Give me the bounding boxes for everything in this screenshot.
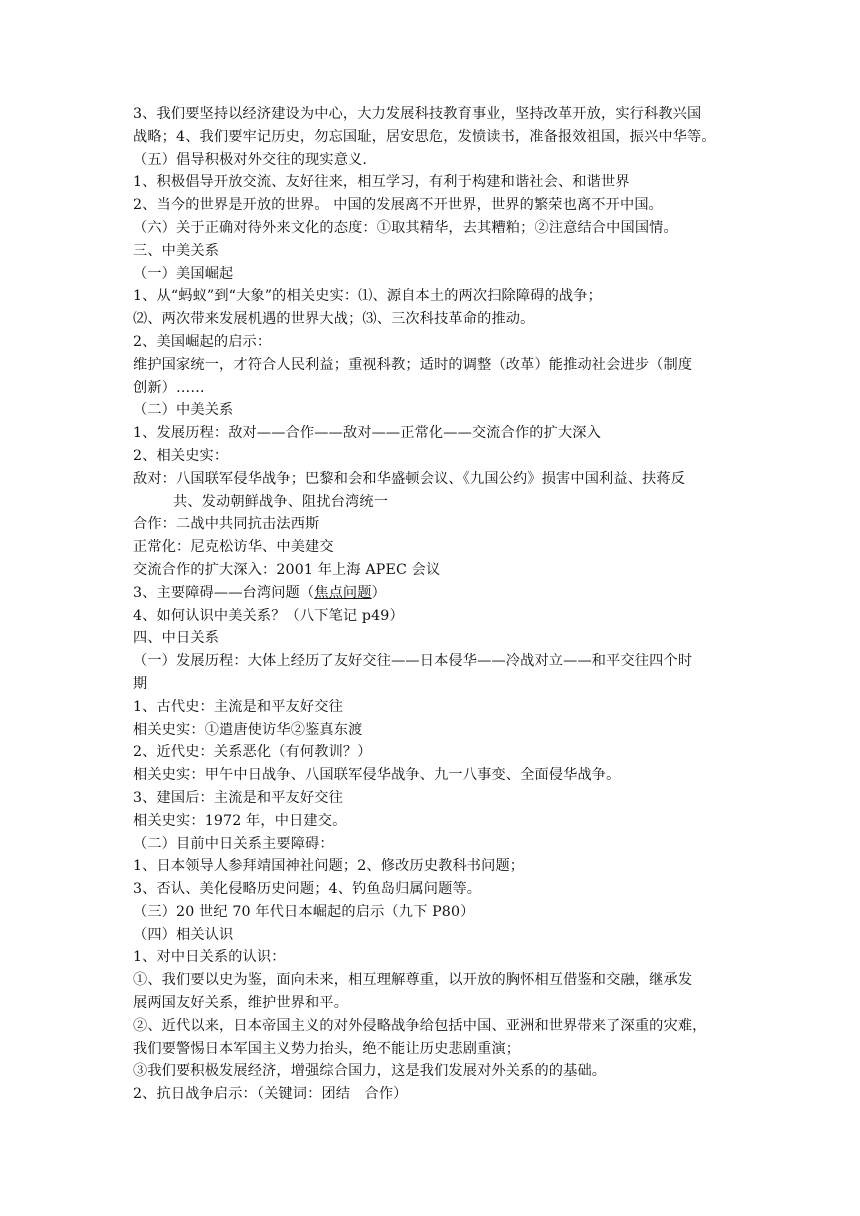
section-heading: （五）倡导积极对外交往的现实意义. (133, 151, 368, 168)
section-heading: （一）美国崛起 (133, 265, 234, 282)
text-line: 1、日本领导人参拜靖国神社问题；2、修改历史教科书问题； (133, 858, 525, 875)
text-line: 展两国友好关系，维护世界和平。 (133, 995, 349, 1012)
text-line: 合作：二战中共同抗击法西斯 (133, 516, 320, 533)
text-line: 3、建国后：主流是和平友好交往 (133, 789, 343, 806)
text-line: ②、近代以来，日本帝国主义的对外侵略战争给包括中国、亚洲和世界带来了深重的灾难， (133, 1017, 707, 1034)
section-heading: （三）20 世纪 70 年代日本崛起的启示（九下 P80） (133, 903, 475, 920)
text-line: 相关史实：甲午中日战争、八国联军侵华战争、九一八事变、全面侵华战争。 (133, 767, 621, 784)
text-line: 2、近代史：关系恶化（有何教训？） (133, 744, 372, 761)
text-line: 期 (133, 675, 148, 692)
chapter-heading: 三、中美关系 (133, 242, 220, 259)
section-heading: （四）相关认识 (133, 926, 234, 943)
text-line: 1、积极倡导开放交流、友好往来，相互学习，有利于构建和谐社会、和谐世界 (133, 174, 630, 191)
text-line: 相关史实：①遣唐使访华②鉴真东渡 (133, 721, 363, 738)
section-heading: （二）中美关系 (133, 402, 234, 419)
text-line: 2、相关史实： (133, 447, 229, 464)
text-line: 我们要警惕日本军国主义势力抬头，绝不能让历史悲剧重演； (133, 1040, 521, 1057)
text-line: 2、当今的世界是开放的世界。 中国的发展离不开世界，世界的繁荣也离不开中国。 (133, 197, 663, 214)
text-line: 交流合作的扩大深入：2001 年上海 APEC 会议 (133, 561, 441, 578)
text-line: 维护国家统一，才符合人民利益；重视科教；适时的调整（改革）能推动社会进步（制度 (133, 356, 693, 373)
text-line: 2、抗日战争启示：（关键词：团结 合作） (133, 1086, 408, 1103)
text-line: 正常化：尼克松访华、中美建交 (133, 539, 334, 556)
text-line: ①、我们要以史为鉴，面向未来，相互理解尊重，以开放的胸怀相互借鉴和交融，继承发 (133, 972, 693, 989)
text-line: 相关史实：1972 年，中日建交。 (133, 812, 347, 829)
document-body (133, 103, 738, 1106)
text-line: 2、美国崛起的启示： (133, 333, 272, 350)
text-line: 创新）…… (133, 379, 205, 396)
text-line: 敌对：八国联军侵华战争；巴黎和会和华盛顿会议、《九国公约》损害中国利益、扶蒋反 (133, 470, 686, 487)
section-heading: （二）目前中日关系主要障碍： (133, 835, 334, 852)
text-segment: 3、主要障碍——台湾问题（ (133, 584, 315, 601)
section-heading: （一）发展历程：大体上经历了友好交往——日本侵华——冷战对立——和平交往四个时 (133, 653, 693, 670)
text-line: 1、对中日关系的认识： (133, 949, 286, 966)
text-line: 共、发动朝鲜战争、阻扰台湾统一 (173, 493, 389, 510)
text-line: 4、如何认识中美关系？（八下笔记 p49） (133, 607, 404, 624)
section-heading: （六）关于正确对待外来文化的态度：①取其精华，去其糟粕；②注意结合中国国情。 (133, 219, 678, 236)
chapter-heading: 四、中日关系 (133, 630, 220, 647)
text-line: ⑵、两次带来发展机遇的世界大战；⑶、三次科技革命的推动。 (133, 311, 535, 328)
text-line: 1、古代史：主流是和平友好交往 (133, 698, 343, 715)
text-line: 3、否认、美化侵略历史问题；4、钓鱼岛归属问题等。 (133, 881, 482, 898)
text-line: 战略；4、我们要牢记历史，勿忘国耻，居安思危，发愤读书，准备报效祖国，振兴中华等。 (133, 128, 716, 145)
text-line: 3、我们要坚持以经济建设为中心，大力发展科技教育事业，坚持改革开放，实行科教兴国 (133, 106, 702, 122)
underlined-text: 焦点问题 (314, 584, 372, 601)
text-line: ③我们要积极发展经济，增强综合国力，这是我们发展对外关系的的基础。 (133, 1063, 607, 1080)
text-line: 1、从“蚂蚁”到“大象”的相关史实：⑴、源自本土的两次扫除障碍的战争； (133, 288, 602, 305)
text-line (133, 582, 738, 605)
text-segment: ） (371, 584, 386, 601)
text-line: 1、发展历程：敌对——合作——敌对——正常化——交流合作的扩大深入 (133, 425, 601, 442)
